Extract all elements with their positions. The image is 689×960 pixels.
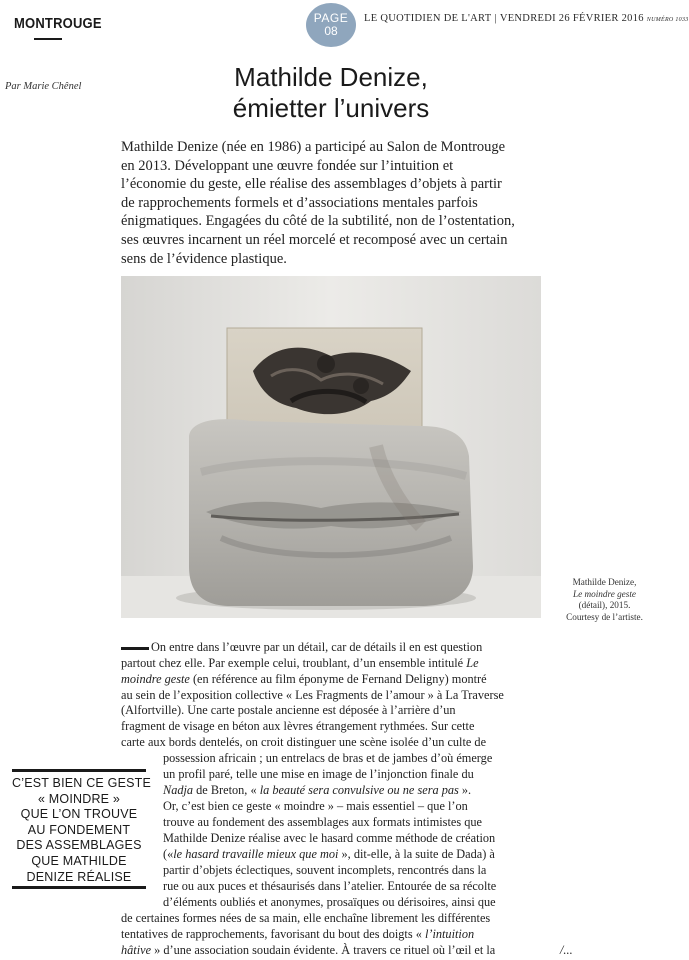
body-line: Nadja de Breton, « la beauté sera convulsive ou ne sera pas ». (163, 783, 472, 797)
section-underline (34, 38, 62, 40)
body-line: (Alfortville). Une carte postale ancienne est déposée à l’arrière d’un (121, 703, 456, 717)
body-line: hâtive » d’une association soudain évidente. À travers ce rituel où l’œil et la (121, 943, 496, 957)
body-line: au sein de l’exposition collective « Les Fragments de l’amour » à La Traverse (121, 688, 504, 702)
pull-quote-rule-top (12, 769, 146, 772)
page-badge (306, 3, 356, 47)
pull-quote-line: QUE MATHILDE (31, 853, 127, 868)
article-lead (121, 138, 547, 268)
article-title-line-2: émietter l’univers (232, 93, 430, 123)
pull-quote (12, 776, 152, 885)
lead-line: Mathilde Denize (née en 1986) a participé au Salon de Montrouge (121, 139, 506, 155)
pull-quote-line: DENIZE RÉALISE (26, 869, 132, 884)
publication-name: LE QUOTIDIEN DE L'ART (364, 13, 492, 24)
lead-line: de rapprochements formels et d’associations mentales parfois (121, 194, 478, 211)
lead-line: en 2013. Développant une œuvre fondée sur l’intuition et (121, 157, 454, 174)
pull-quote-line: DES ASSEMBLAGES (16, 838, 142, 853)
byline: Par Marie Chênel (5, 81, 82, 92)
body-line: carte aux bords dentelés, on croit distinguer une scène isolée d’un culte de (121, 735, 487, 749)
lead-line: sens de l’évidence plastique. (121, 250, 287, 267)
lead-line: énigmatiques. Engagées du côté de la subtilité, non de l’ostentation, (121, 213, 515, 230)
issue-date: VENDREDI 26 FÉVRIER 2016 (499, 13, 644, 24)
artwork-photo (121, 276, 541, 618)
masthead (364, 13, 689, 24)
body-line: fragment de visage en béton aux lèvres étrangement rythmées. Sur cette (121, 719, 475, 733)
body-line: moindre geste (en référence au film éponyme de Fernand Deligny) montré (121, 672, 487, 686)
body-line: un profil paré, telle une mise en image de l’injonction finale du (163, 767, 474, 781)
caption-credit: Courtesy de l’artiste. (566, 611, 643, 622)
caption-detail: (détail), 2015. (578, 600, 631, 610)
body-line: Mathilde Denize réalise avec le hasard comme méthode de création (163, 831, 496, 845)
pull-quote-line: « MOINDRE » (37, 791, 121, 806)
pull-quote-line: AU FONDEMENT (27, 822, 131, 837)
article-title-line-1: Mathilde Denize, (234, 62, 428, 92)
masthead-separator: | (494, 13, 497, 24)
caption-artist: Mathilde Denize, (572, 577, 637, 587)
section-name: MONTROUGE (14, 14, 102, 32)
lead-line: l’économie du geste, elle réalise des assemblages d’objets à partir (121, 176, 502, 193)
continued-marker: /... (560, 943, 573, 957)
artwork-illustration (121, 276, 541, 618)
page-number: 08 (324, 24, 338, 38)
body-line: rue ou aux puces et thésaurisés dans l’atelier. Entourée de sa récolte (163, 879, 497, 893)
issue-number: NUMÉRO 1033 (646, 17, 689, 23)
page-label: PAGE (313, 11, 349, 25)
body-line: possession africain ; un entrelacs de bras et de jambes d’où émerge (163, 751, 493, 765)
body-line: de certaines formes nées de sa main, elle enchaîne librement les différentes (121, 911, 491, 925)
lead-line: ses œuvres incarnent un réel morcelé et recomposé avec un certain (121, 231, 508, 248)
body-line: trouve au fondement des assemblages aux formats intimistes que (163, 815, 482, 829)
lead-rule (121, 647, 149, 650)
body-line: partout chez elle. Par exemple celui, troublant, d’un ensemble intitulé Le (121, 656, 479, 670)
caption-title: Le moindre geste (573, 588, 636, 599)
body-line: partir d’objets éclectiques, souvent incomplets, rencontrés dans la (163, 863, 487, 877)
body-line: tentatives de rapprochements, favorisant du bout des doigts « l’intuition (121, 927, 475, 941)
pull-quote-line: C’EST BIEN CE GESTE (12, 776, 152, 790)
body-line: («le hasard travaille mieux que moi », dit-elle, à la suite de Dada) à (163, 847, 495, 861)
pull-quote-rule-bottom (12, 886, 146, 889)
body-line: Or, c’est bien ce geste « moindre » – mais essentiel – que l’on (163, 799, 468, 813)
body-line: d’éléments oubliés et anonymes, prosaïques ou dérisoires, ainsi que (163, 895, 496, 909)
pull-quote-line: QUE L’ON TROUVE (20, 807, 138, 822)
photo-caption (556, 577, 653, 623)
body-line: On entre dans l’œuvre par un détail, car de détails il en est question (121, 640, 482, 656)
